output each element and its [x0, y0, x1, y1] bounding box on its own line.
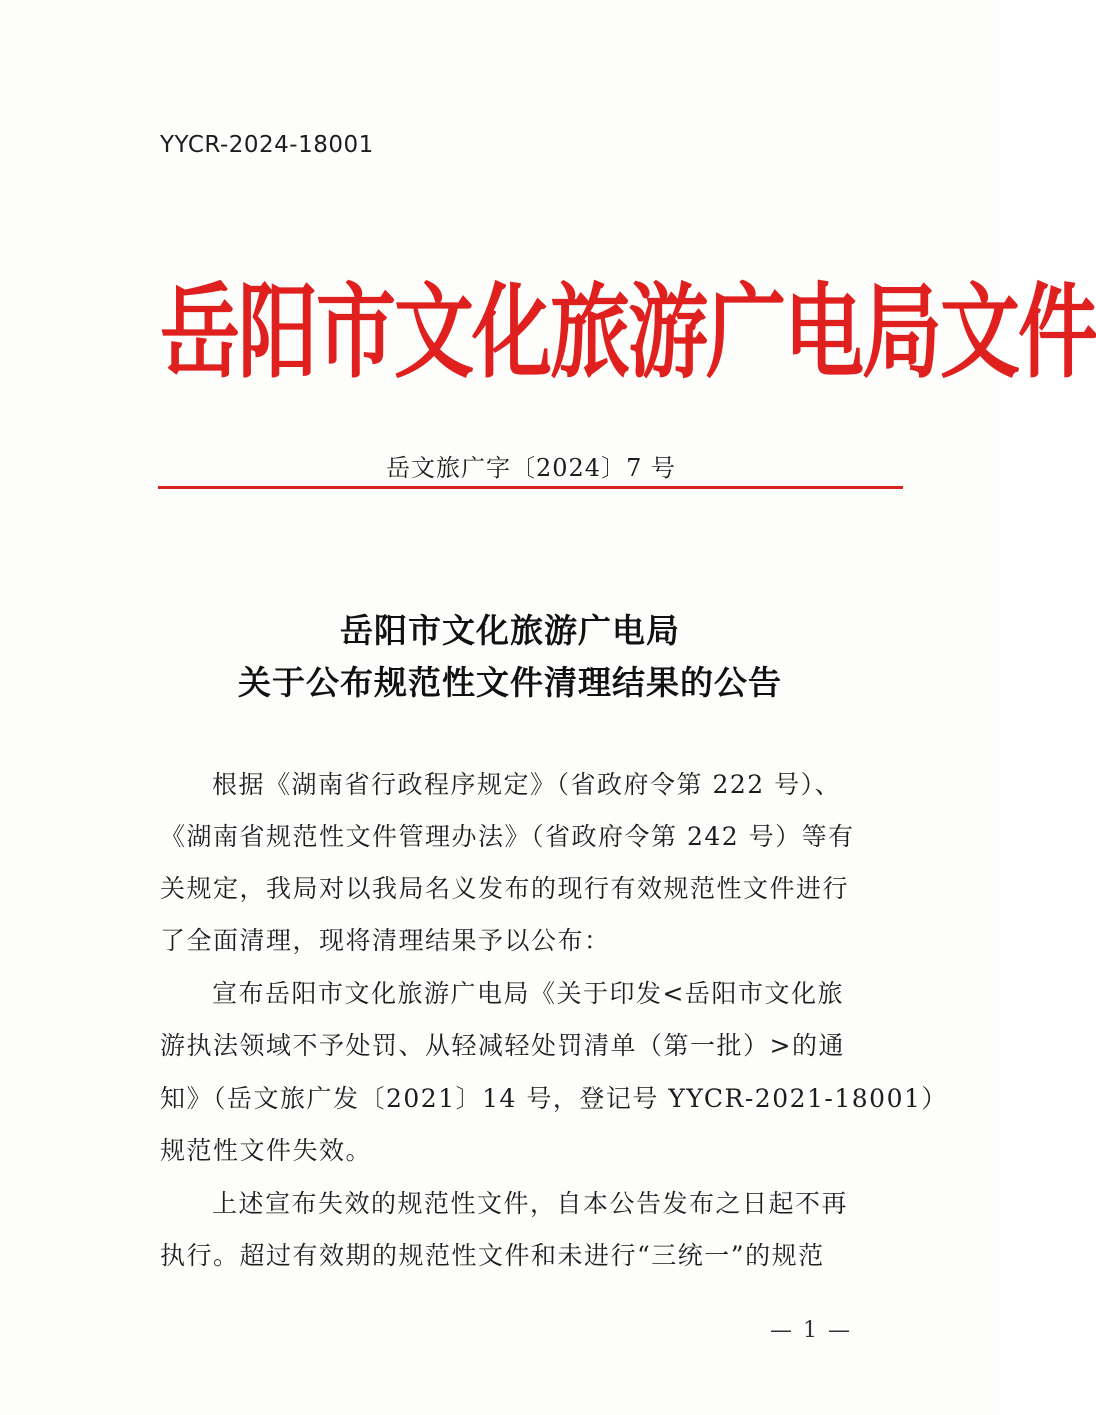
- body-line: 根据《湖南省行政程序规定》（省政府令第 222 号）、: [212, 770, 842, 799]
- body-line: 游执法领域不予处罚、从轻减轻处罚清单（第一批）>的通: [160, 1031, 845, 1060]
- body-line: 知》（岳文旅广发〔2021〕14 号，登记号 YYCR-2021-18001）: [160, 1084, 948, 1113]
- announcement-title-line-2: 关于公布规范性文件清理结果的公告: [238, 663, 782, 702]
- red-divider-line: [158, 486, 903, 489]
- masthead-title: 岳阳市文化旅游广电局文件: [160, 272, 1096, 392]
- body-line: 了全面清理，现将清理结果予以公布：: [160, 926, 611, 955]
- body-line: 规范性文件失效。: [160, 1136, 373, 1165]
- body-line: 关规定，我局对以我局名义发布的现行有效规范性文件进行: [160, 874, 850, 903]
- announcement-title-line-1: 岳阳市文化旅游广电局: [340, 611, 680, 650]
- body-line: 上述宣布失效的规范性文件，自本公告发布之日起不再: [212, 1189, 849, 1218]
- document-number: 岳文旅广字〔2024〕7 号: [386, 454, 676, 482]
- page-number: — 1 —: [770, 1318, 852, 1343]
- body-line: 《湖南省规范性文件管理办法》（省政府令第 242 号）等有: [160, 822, 855, 851]
- document-code: YYCR-2024-18001: [160, 132, 374, 158]
- body-line: 宣布岳阳市文化旅游广电局《关于印发<岳阳市文化旅: [212, 979, 844, 1008]
- body-line: 执行。超过有效期的规范性文件和未进行“三统一”的规范: [160, 1241, 825, 1270]
